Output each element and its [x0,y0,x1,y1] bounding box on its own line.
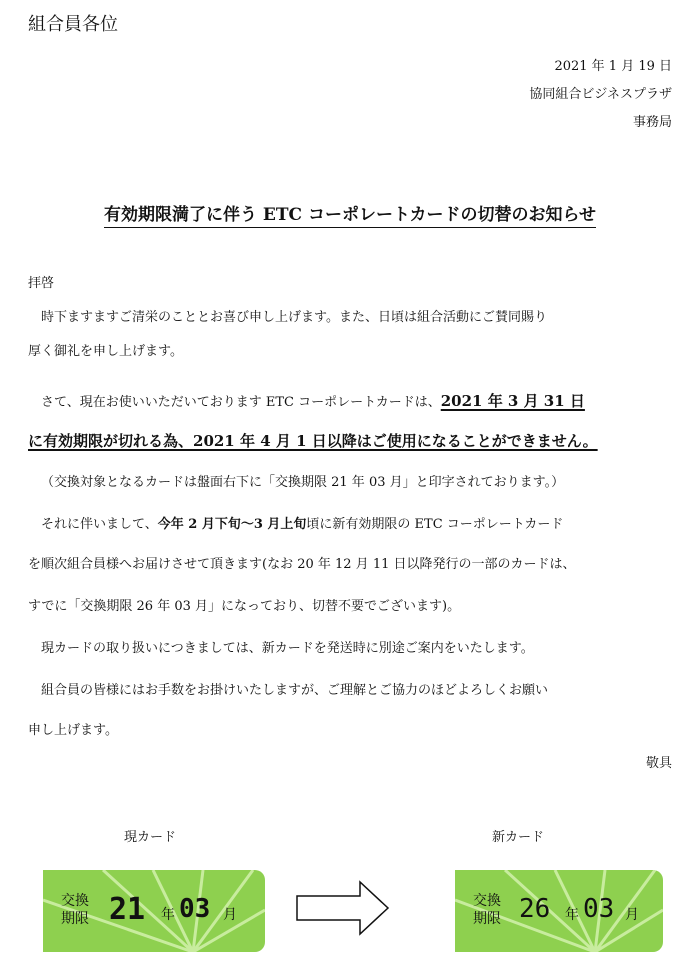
new-card-label: 新カード [492,830,545,845]
addressee: 組合員各位 [28,14,118,35]
document-title: 有効期限満了に伴う ETC コーポレートカードの切替のお知らせ [0,200,700,225]
paragraph-3: （交換対象となるカードは盤面右下に「交換期限 21 年 03 月」と印字されております。） [41,475,565,490]
organization: 協同組合ビジネスプラザ [529,87,672,102]
paragraph-4-line-2: を順次組合員様へお届けさせて頂きます(なお 20 年 12 月 11 日以降発行の一部のカードは、 [28,557,576,572]
card-exchange-label: 交換 期限 [473,893,501,927]
delivery-period-highlight: 今年 2 月下旬〜3 月上旬 [157,517,307,532]
card-year-unit: 年 [161,907,175,923]
closing: 敬具 [645,756,672,771]
card-year-unit: 年 [565,907,579,923]
arrow-right-icon [296,880,390,936]
paragraph-2-line-2: に有効期限が切れる為、2021 年 4 月 1 日以降はご使用になることができません。 [28,432,598,450]
paragraph-4-line-1: それに伴いまして、今年 2 月下旬〜3 月上旬頃に新有効期限の ETC コーポレートカード [41,517,564,532]
paragraph-6-line-2: 申し上げます。 [28,723,118,738]
card-month-unit: 月 [223,907,237,923]
card-month: 03 [583,894,615,924]
greeting: 拝啓 [28,276,55,291]
new-card-image [455,870,663,952]
paragraph-1 [28,301,673,369]
paragraph-4-line-3: すでに「交換期限 26 年 03 月」になっており、切替不要でございます)。 [28,599,461,614]
card-year: 26 [519,894,551,924]
card-year: 21 [109,892,146,927]
current-card-label: 現カード [124,830,177,845]
p1-line-1: 時下ますますご清栄のこととお喜び申し上げます。また、日頃は組合活動にご賛同賜り [41,310,547,325]
paragraph-5: 現カードの取り扱いにつきましては、新カードを発送時に別途ご案内をいたします。 [41,641,534,656]
paragraph-6-line-1: 組合員の皆様にはお手数をお掛けいたしますが、ご理解とご協力のほどよろしくお願い [41,683,549,698]
card-exchange-label: 交換 期限 [61,893,89,927]
current-card-image [43,870,265,952]
date: 2021 年 1 月 19 日 [554,59,672,74]
card-month: 03 [179,894,211,924]
p1-line-2: 厚く御礼を申し上げます。 [28,344,183,359]
office: 事務局 [632,115,672,130]
card-month-unit: 月 [625,907,639,923]
expiry-date-highlight: 2021 年 3 月 31 日 [440,392,585,410]
paragraph-2-line-1: さて、現在お使いいただいております ETC コーポレートカードは、2021 年 3 月 31 日 [41,392,585,410]
